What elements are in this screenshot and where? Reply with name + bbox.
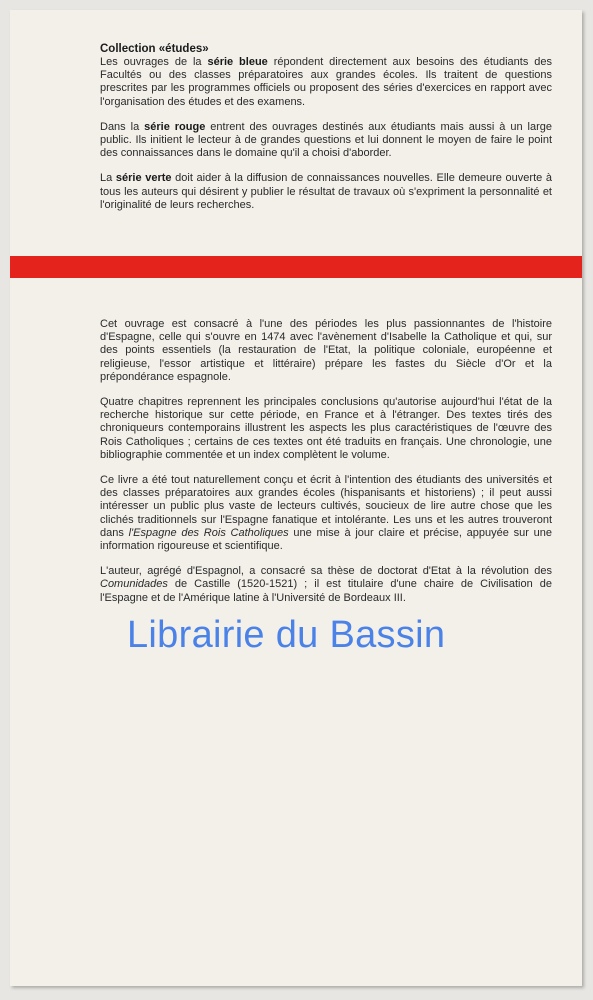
blurb-paragraph-2: Quatre chapitres reprennent les principales conclusions qu'autorise aujourd'hui l'état de la recherche historique sur cette période, en France et à l'étranger. Des textes tirés des chroniqueurs contemporains illustrent les aspects les plus caractéristiques de l'œuvre des Rois Catholiques ; certains de ces textes ont été traduits en français. Une chronologie, une bibliographie commentée et un index complètent le volume. (100, 396, 552, 461)
book-back-cover (10, 10, 582, 986)
serie-rouge-label: série rouge (144, 120, 206, 133)
serie-verte-paragraph: La série verte doit aider à la diffusion de connaissances nouvelles. Elle demeure ouverte à tous les auteurs qui désirent y publier le résultat de travaux où s'expriment la personnalité et l'originalité de leurs recherches. (100, 172, 553, 211)
book-blurb (100, 318, 552, 617)
serie-rouge-paragraph: Dans la série rouge entrent des ouvrages destinés aux étudiants mais aussi à un large public. Ils initient le lecteur à de grandes questions et lui donnent le moyen de faire le point des connaissances dans le domaine qu'il a choisi d'aborder. (100, 120, 553, 160)
serie-verte-label: série verte (115, 172, 172, 185)
collection-title: Collection «études» (100, 43, 209, 55)
blurb-paragraph-3: Ce livre a été tout naturellement conçu et écrit à l'intention des étudiants des universités et des classes préparatoires aux grandes écoles (hispanisants et historiens) ; il peut aussi intéresser un public plus vaste de lecteurs cultivés, soucieux de lire autre chose que les clichés traditionnels sur l'Espagne fanatique et intolérante. Les uns et les autres trouveront dans l'Espagne des Rois Catholiques une mise à jour claire et précise, appuyée sur une information rigoureuse et scientifique. (100, 474, 552, 553)
author-paragraph: L'auteur, agrégé d'Espagnol, a consacré sa thèse de doctorat d'Etat à la révolution des Comunidades de Castille (1520-1521) ; il est titulaire d'une chaire de Civilisation de l'Espagne et de l'Amérique latine à l'Université de Bordeaux III. (100, 565, 552, 604)
bookseller-watermark: Librairie du Bassin (127, 614, 446, 656)
serie-bleue-paragraph: Les ouvrages de la série bleue répondent directement aux besoins des étudiants des Facultés ou des classes préparatoires aux grandes écoles. Ils traitent de questions prescrites par les programmes officiels ou proposent des séries d'exercices en rapport avec l'organisation des études et des examens. (100, 56, 552, 108)
collection-description (100, 43, 552, 224)
book-title-italic: l'Espagne des Rois Catholiques (128, 526, 289, 539)
serie-bleue-label: série bleue (207, 56, 268, 68)
blurb-paragraph-1: Cet ouvrage est consacré à l'une des périodes les plus passionnantes de l'histoire d'Espagne, celle qui s'ouvre en 1474 avec l'avènement d'Isabelle la Catholique et qui, sur des points essentiels (la restauration de l'Etat, la politique coloniale, européenne et religieuse, l'essor artistique et littéraire) prépare les fastes du Siècle d'Or et la prépondérance espagnole. (100, 318, 552, 383)
comunidades-italic: Comunidades (100, 578, 168, 591)
red-divider-band (10, 256, 582, 278)
